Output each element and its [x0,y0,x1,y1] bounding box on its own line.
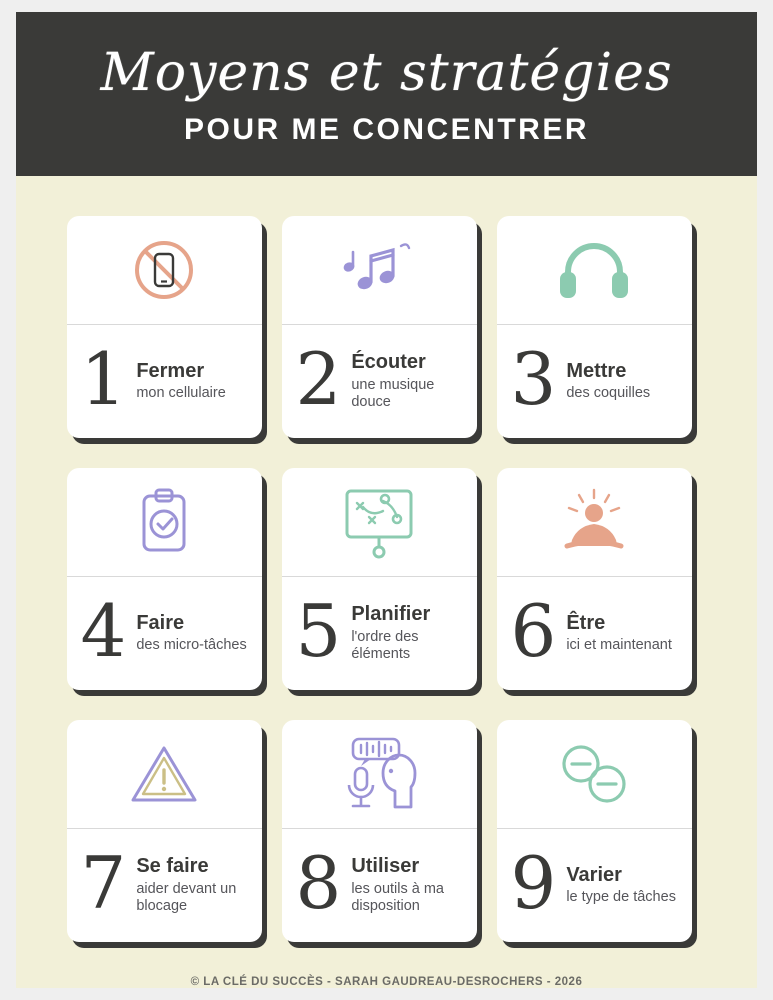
meditation-icon [497,468,692,577]
card-subtitle: les outils à ma disposition [351,880,444,915]
footer-credit: © LA CLÉ DU SUCCÈS - SARAH GAUDREAU-DESROCHERS - 2026 [190,976,583,988]
strategy-card-5[interactable] [282,468,477,690]
card-body [497,829,692,942]
card-subtitle: l'ordre des éléments [351,628,419,663]
card-body [497,577,692,690]
card-title: Écouter [351,351,426,374]
card-body [67,577,262,690]
card-number: 8 [295,840,342,925]
warning-triangle-icon [67,720,262,829]
card-title: Fermer [136,359,205,382]
strategy-card-6[interactable] [497,468,692,690]
card-number: 5 [295,588,342,673]
strategy-grid [67,216,707,942]
poster-title: Moyens et stratégies [100,43,673,103]
card-subtitle: des coquilles [566,385,651,402]
card-number: 7 [80,840,127,925]
card-body [282,577,477,690]
card-subtitle: le type de tâches [566,889,676,906]
card-subtitle: aider devant un blocage [136,880,237,915]
checklist-clipboard-icon [67,468,262,577]
card-subtitle: mon cellulaire [136,385,226,402]
card-number: 6 [510,588,557,673]
card-body [67,325,262,438]
card-body [497,325,692,438]
headphones-icon [497,216,692,325]
card-title: Être [566,611,606,634]
card-title: Faire [136,611,185,634]
card-title: Utiliser [351,855,420,878]
phone-prohibited-icon [67,216,262,325]
card-title: Mettre [566,359,627,382]
card-body [282,829,477,942]
card-title: Varier [566,863,622,886]
card-number: 9 [510,840,557,925]
card-number: 3 [510,336,557,421]
music-notes-icon [282,216,477,325]
strategy-card-7[interactable] [67,720,262,942]
card-subtitle: une musique douce [351,376,435,411]
poster-subtitle: POUR ME CONCENTRER [183,113,589,146]
strategy-card-4[interactable] [67,468,262,690]
card-number: 2 [295,336,342,421]
poster [16,12,757,988]
card-title: Planifier [351,603,431,626]
strategy-card-3[interactable] [497,216,692,438]
card-title: Se faire [136,855,209,878]
card-subtitle: ici et maintenant [566,637,672,654]
card-body [67,829,262,942]
voice-assistant-icon [282,720,477,829]
card-number: 1 [80,336,127,421]
swap-circles-icon [497,720,692,829]
strategy-card-1[interactable] [67,216,262,438]
strategy-card-2[interactable] [282,216,477,438]
strategy-card-8[interactable] [282,720,477,942]
strategy-card-9[interactable] [497,720,692,942]
card-number: 4 [80,588,127,673]
card-body [282,325,477,438]
poster-header [16,12,757,176]
card-subtitle: des micro-tâches [136,637,247,654]
strategy-board-icon [282,468,477,577]
